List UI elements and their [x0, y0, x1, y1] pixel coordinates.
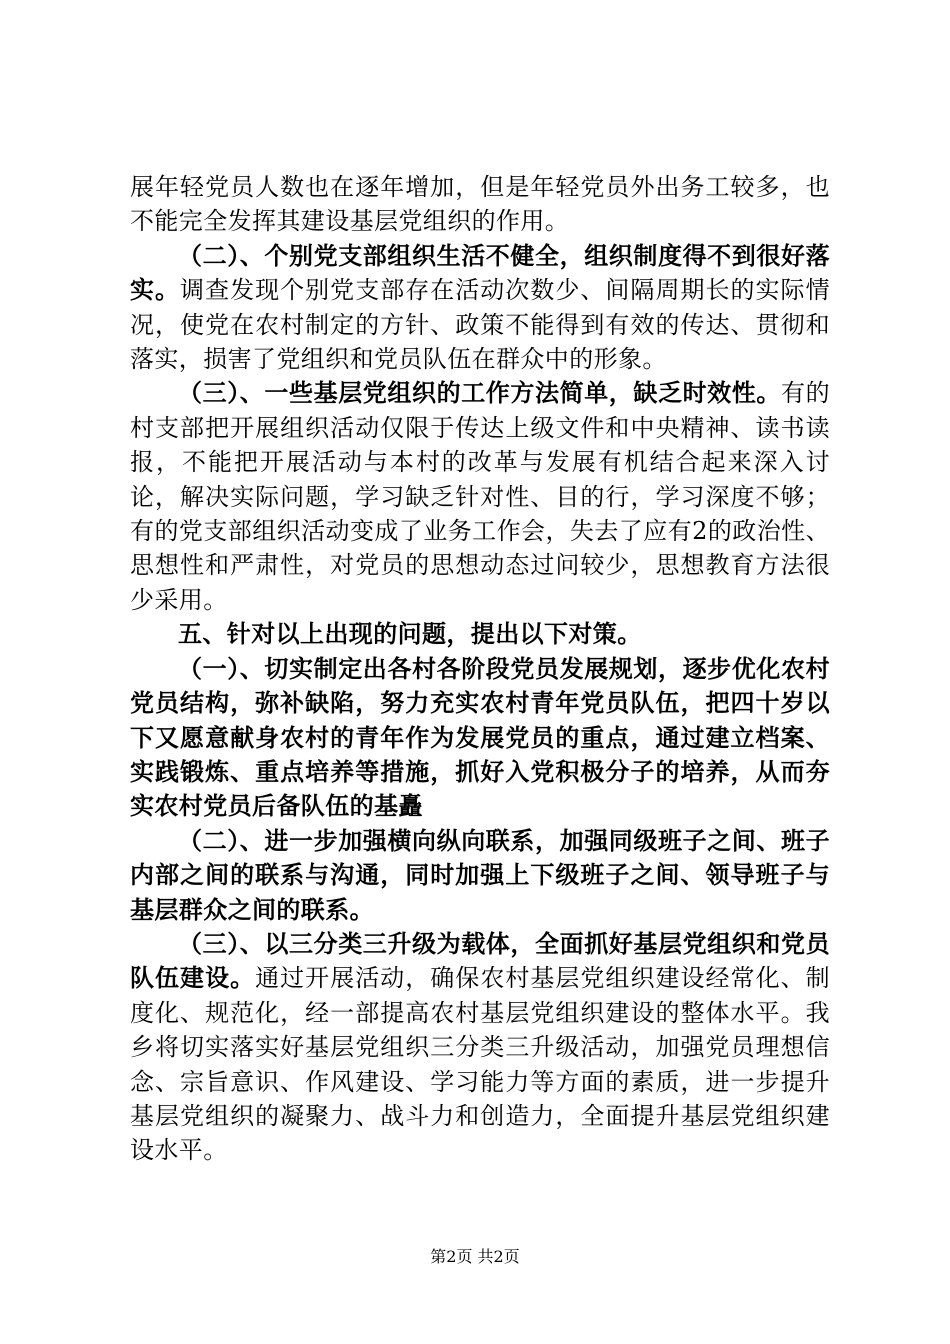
page-footer [0, 1244, 950, 1267]
paragraph-section-3 [130, 376, 830, 617]
paragraph-heading: （二）、个别党支部组织生活不健全，组织制度得不到很好落实。 [130, 240, 830, 305]
paragraph-countermeasure-1 [130, 652, 830, 824]
paragraph-countermeasure-3 [130, 927, 830, 1168]
document-body [130, 170, 830, 1168]
paragraph-heading: （一）、切实制定出各村各阶段党员发展规划，逐步优化农村党员结构，弥补缺陷，努力充实农村青年党员队伍，把四十岁以下又愿意献身农村的青年作为发展党员的重点，通过建立档案、实践锻炼、重点培养等措施，抓好入党积极分子的培养，从而夯实农村党员后备队伍的基矗 [130, 653, 830, 821]
paragraph-heading: 五、针对以上出现的问题，提出以下对策。 [178, 619, 642, 649]
paragraph-text: 有的村支部把开展组织活动仅限于传达上级文件和中央精神、读书读报，不能把开展活动与本村的改革与发展有机结合起来深入讨论，解决实际问题，学习缺乏针对性、目的行，学习深度不够；有的党支部组织活动变成了业务工作会，失去了应有2的政治性、思想性和严肃性，对党员的思想动态过问较少，思想教育方法很少采用。 [130, 379, 830, 614]
paragraph-text: 调查发现个别党支部存在活动次数少、间隔周期长的实际情况，使党在农村制定的方针、政策不能得到有效的传达、贯彻和落实，损害了党组织和党员队伍在群众中的形象。 [130, 276, 830, 374]
paragraph-continuation [130, 170, 830, 239]
paragraph-heading: （三）、一些基层党组织的工作方法简单，缺乏时效性。 [178, 378, 781, 408]
paragraph-countermeasures-heading [130, 617, 830, 651]
paragraph-text: 通过开展活动，确保农村基层党组织建设经常化、制度化、规范化，经一部提高农村基层党组织建设的整体水平。我乡将切实落实好基层党组织三分类三升级活动，加强党员理想信念、宗旨意识、作风建设、学习能力等方面的素质，进一步提升基层党组织的凝聚力、战斗力和创造力，全面提升基层党组织建设水平。 [130, 964, 831, 1165]
paragraph-heading: （三）、以三分类三升级为载体，全面抓好基层党组织和党员队伍建设。 [130, 928, 830, 993]
paragraph-text: 展年轻党员人数也在逐年增加，但是年轻党员外出务工较多，也不能完全发挥其建设基层党组织的作用。 [130, 173, 830, 236]
page-number-label: 第2页 共2页 [430, 1247, 520, 1266]
paragraph-section-2 [130, 239, 830, 377]
paragraph-countermeasure-2 [130, 824, 830, 927]
paragraph-heading: （二）、进一步加强横向纵向联系，加强同级班子之间、班子内部之间的联系与沟通，同时加强上下级班子之间、领导班子与基层群众之间的联系。 [130, 825, 830, 924]
